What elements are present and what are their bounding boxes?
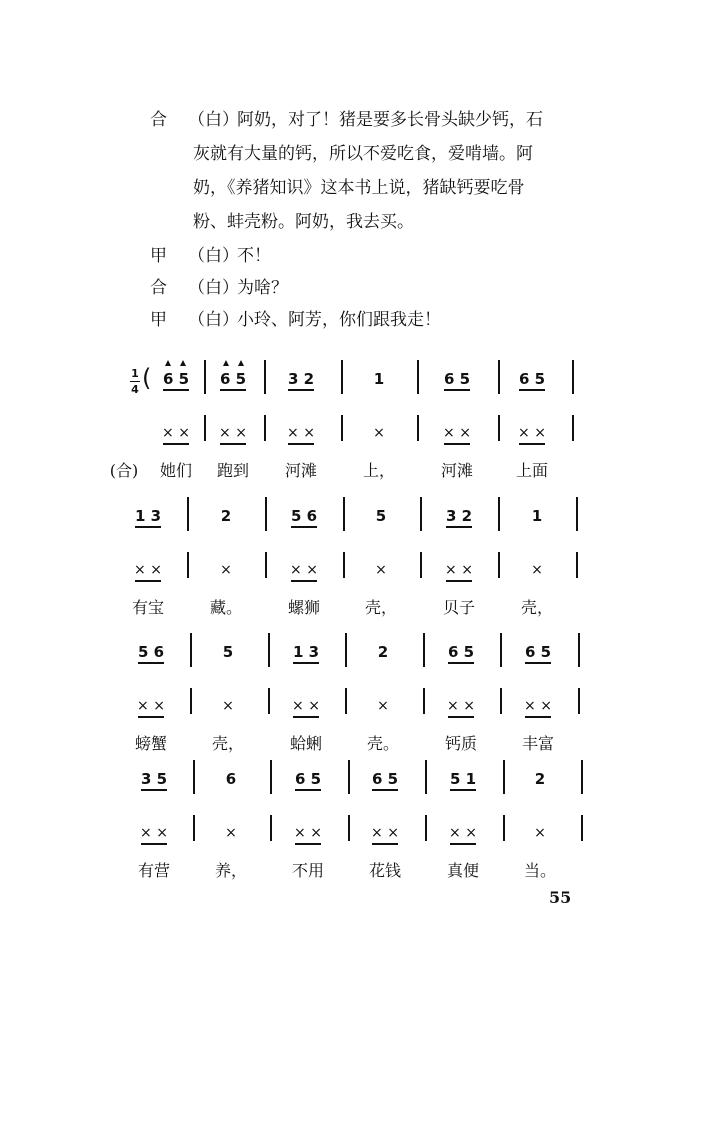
beat-mark: × [220,562,232,578]
bar-line [348,760,350,794]
bar-line [193,760,195,794]
lyric: 上， [362,461,395,480]
eighth-underline [163,389,189,391]
lyric: 壳。 [366,734,399,753]
bar-line [572,415,574,441]
beat-mark: × × [524,698,552,714]
beat-underline [135,580,161,582]
beat-mark: × × [518,425,546,441]
note-group: 5 1 [449,770,477,788]
dialogue-line: 阿奶，对了！猪是要多长骨头缺少钙，石 [237,110,543,130]
bar-line [498,497,500,531]
lyric: 不用 [291,861,324,880]
beat-mark: × × [219,425,247,441]
beat-mark: × [222,698,234,714]
beat-mark: × × [287,425,315,441]
eighth-underline [220,389,246,391]
lyric: 藏。 [209,598,242,617]
bar-line [581,815,583,841]
bar-line [576,552,578,578]
bar-line [578,633,580,667]
bar-line [503,815,505,841]
bar-line [423,633,425,667]
bar-line [265,552,267,578]
lyric: 上面 [515,461,548,480]
accent-mark [165,360,171,366]
accent-mark [238,360,244,366]
beat-mark: × × [140,825,168,841]
note-group: 5 6 [137,643,165,661]
dialogue-line: 奶，《养猪知识》这本书上说，猪缺钙要吃骨 [193,178,525,198]
bar-line [270,815,272,841]
beat-mark: × × [162,425,190,441]
lyric: 蛤蜊 [289,734,322,753]
lyric: 跑到 [216,461,249,480]
bar-line [348,815,350,841]
note-group: 1 [373,370,385,388]
opening-parenthesis: ( [142,364,152,392]
beat-underline [295,843,321,845]
dialogue-line: 不！ [237,246,271,266]
beat-underline [163,443,189,445]
note-group: 6 5 [443,370,471,388]
beat-underline [288,443,314,445]
beat-mark: × [377,698,389,714]
beat-mark: × × [445,562,473,578]
bar-line [500,688,502,714]
lyric: 有宝 [131,598,164,617]
note-group: 3 5 [140,770,168,788]
beat-mark: × × [447,698,475,714]
eighth-underline [293,662,319,664]
eighth-underline [291,526,317,528]
bar-line [500,633,502,667]
lyric: 贝子 [442,598,475,617]
lyric: 壳， [364,598,397,617]
lyric: 河滩 [440,461,473,480]
note-group: 3 2 [445,507,473,525]
note-group: 1 3 [292,643,320,661]
note-group: 6 [225,770,237,788]
bar-line [190,633,192,667]
eighth-underline [135,526,161,528]
speaker-label: 合 [150,110,167,130]
beat-mark: × × [290,562,318,578]
lyric: 螃蟹 [134,734,167,753]
lyric: 钙质 [444,734,477,753]
lyric: 河滩 [284,461,317,480]
eighth-underline [288,389,314,391]
bar-line [190,688,192,714]
note-group: 6 5 [219,370,247,388]
lyric: 养， [214,861,247,880]
speaker-label: 合 [150,278,167,298]
note-group: 5 [222,643,234,661]
bar-line [268,633,270,667]
beat-mark: × × [134,562,162,578]
lyric: 壳， [211,734,244,753]
bar-line [420,552,422,578]
eighth-underline [444,389,470,391]
beat-underline [220,443,246,445]
lyric: 壳， [520,598,553,617]
beat-mark: × [531,562,543,578]
note-group: 6 5 [524,643,552,661]
speech-mode: （白） [188,110,239,130]
beat-underline [141,843,167,845]
lyric: 丰富 [521,734,554,753]
lyric: 真便 [446,861,479,880]
dialogue-line: 粉、蚌壳粉。阿奶，我去买。 [193,212,414,232]
bar-line [265,497,267,531]
time-signature-bottom: 4 [131,383,139,396]
note-group: 6 5 [447,643,475,661]
speaker-label: 甲 [150,310,167,330]
note-group: 6 5 [518,370,546,388]
note-group: 1 3 [134,507,162,525]
eighth-underline [448,662,474,664]
bar-line [576,497,578,531]
bar-line [578,688,580,714]
speech-mode: （白） [188,246,239,266]
bar-line [187,552,189,578]
dialogue-line: 灰就有大量的钙，所以不爱吃食，爱啃墙。阿 [193,144,533,164]
bar-line [345,633,347,667]
lyric: 花钱 [368,861,401,880]
dialogue-line: 小玲、阿芳，你们跟我走！ [237,310,441,330]
note-group: 3 2 [287,370,315,388]
bar-line [264,415,266,441]
eighth-underline [372,789,398,791]
bar-line [343,552,345,578]
eighth-underline [450,789,476,791]
bar-line [423,688,425,714]
bar-line [581,760,583,794]
bar-line [204,415,206,441]
speech-mode: （白） [188,310,239,330]
note-group: 5 6 [290,507,318,525]
eighth-underline [519,389,545,391]
speaker-label: 甲 [150,246,167,266]
beat-mark: × × [294,825,322,841]
bar-line [341,415,343,441]
eighth-underline [138,662,164,664]
bar-line [420,497,422,531]
beat-underline [291,580,317,582]
beat-mark: × × [371,825,399,841]
chorus-marker: (合) [109,461,139,480]
note-group: 2 [377,643,389,661]
dialogue-line: 为啥？ [237,278,288,298]
time-signature-top: 1 [131,367,139,380]
beat-underline [138,716,164,718]
bar-line [187,497,189,531]
note-group: 5 [375,507,387,525]
bar-line [343,497,345,531]
lyric: 她们 [159,461,192,480]
bar-line [425,815,427,841]
page-number: 55 [549,888,572,907]
bar-line [268,688,270,714]
lyric: 有营 [137,861,170,880]
bar-line [425,760,427,794]
time-signature-line [130,381,140,382]
bar-line [417,415,419,441]
bar-line [270,760,272,794]
note-group: 6 5 [371,770,399,788]
beat-underline [372,843,398,845]
speech-mode: （白） [188,278,239,298]
beat-underline [450,843,476,845]
bar-line [498,552,500,578]
beat-underline [293,716,319,718]
beat-mark: × [373,425,385,441]
beat-mark: × × [137,698,165,714]
note-group: 2 [534,770,546,788]
lyric: 当。 [523,861,556,880]
bar-line [572,360,574,394]
bar-line [345,688,347,714]
beat-mark: × × [292,698,320,714]
bar-line [204,360,206,394]
beat-mark: × [534,825,546,841]
beat-underline [446,580,472,582]
note-group: 1 [531,507,543,525]
bar-line [341,360,343,394]
bar-line [498,360,500,394]
beat-mark: × × [443,425,471,441]
lyric: 螺狮 [287,598,320,617]
beat-underline [444,443,470,445]
accent-mark [223,360,229,366]
note-group: 6 5 [294,770,322,788]
eighth-underline [295,789,321,791]
bar-line [498,415,500,441]
eighth-underline [525,662,551,664]
accent-mark [180,360,186,366]
note-group: 2 [220,507,232,525]
bar-line [503,760,505,794]
bar-line [417,360,419,394]
bar-line [264,360,266,394]
beat-mark: × × [449,825,477,841]
beat-mark: × [225,825,237,841]
beat-mark: × [375,562,387,578]
beat-underline [519,443,545,445]
beat-underline [525,716,551,718]
beat-underline [448,716,474,718]
eighth-underline [141,789,167,791]
bar-line [193,815,195,841]
note-group: 6 5 [162,370,190,388]
eighth-underline [446,526,472,528]
